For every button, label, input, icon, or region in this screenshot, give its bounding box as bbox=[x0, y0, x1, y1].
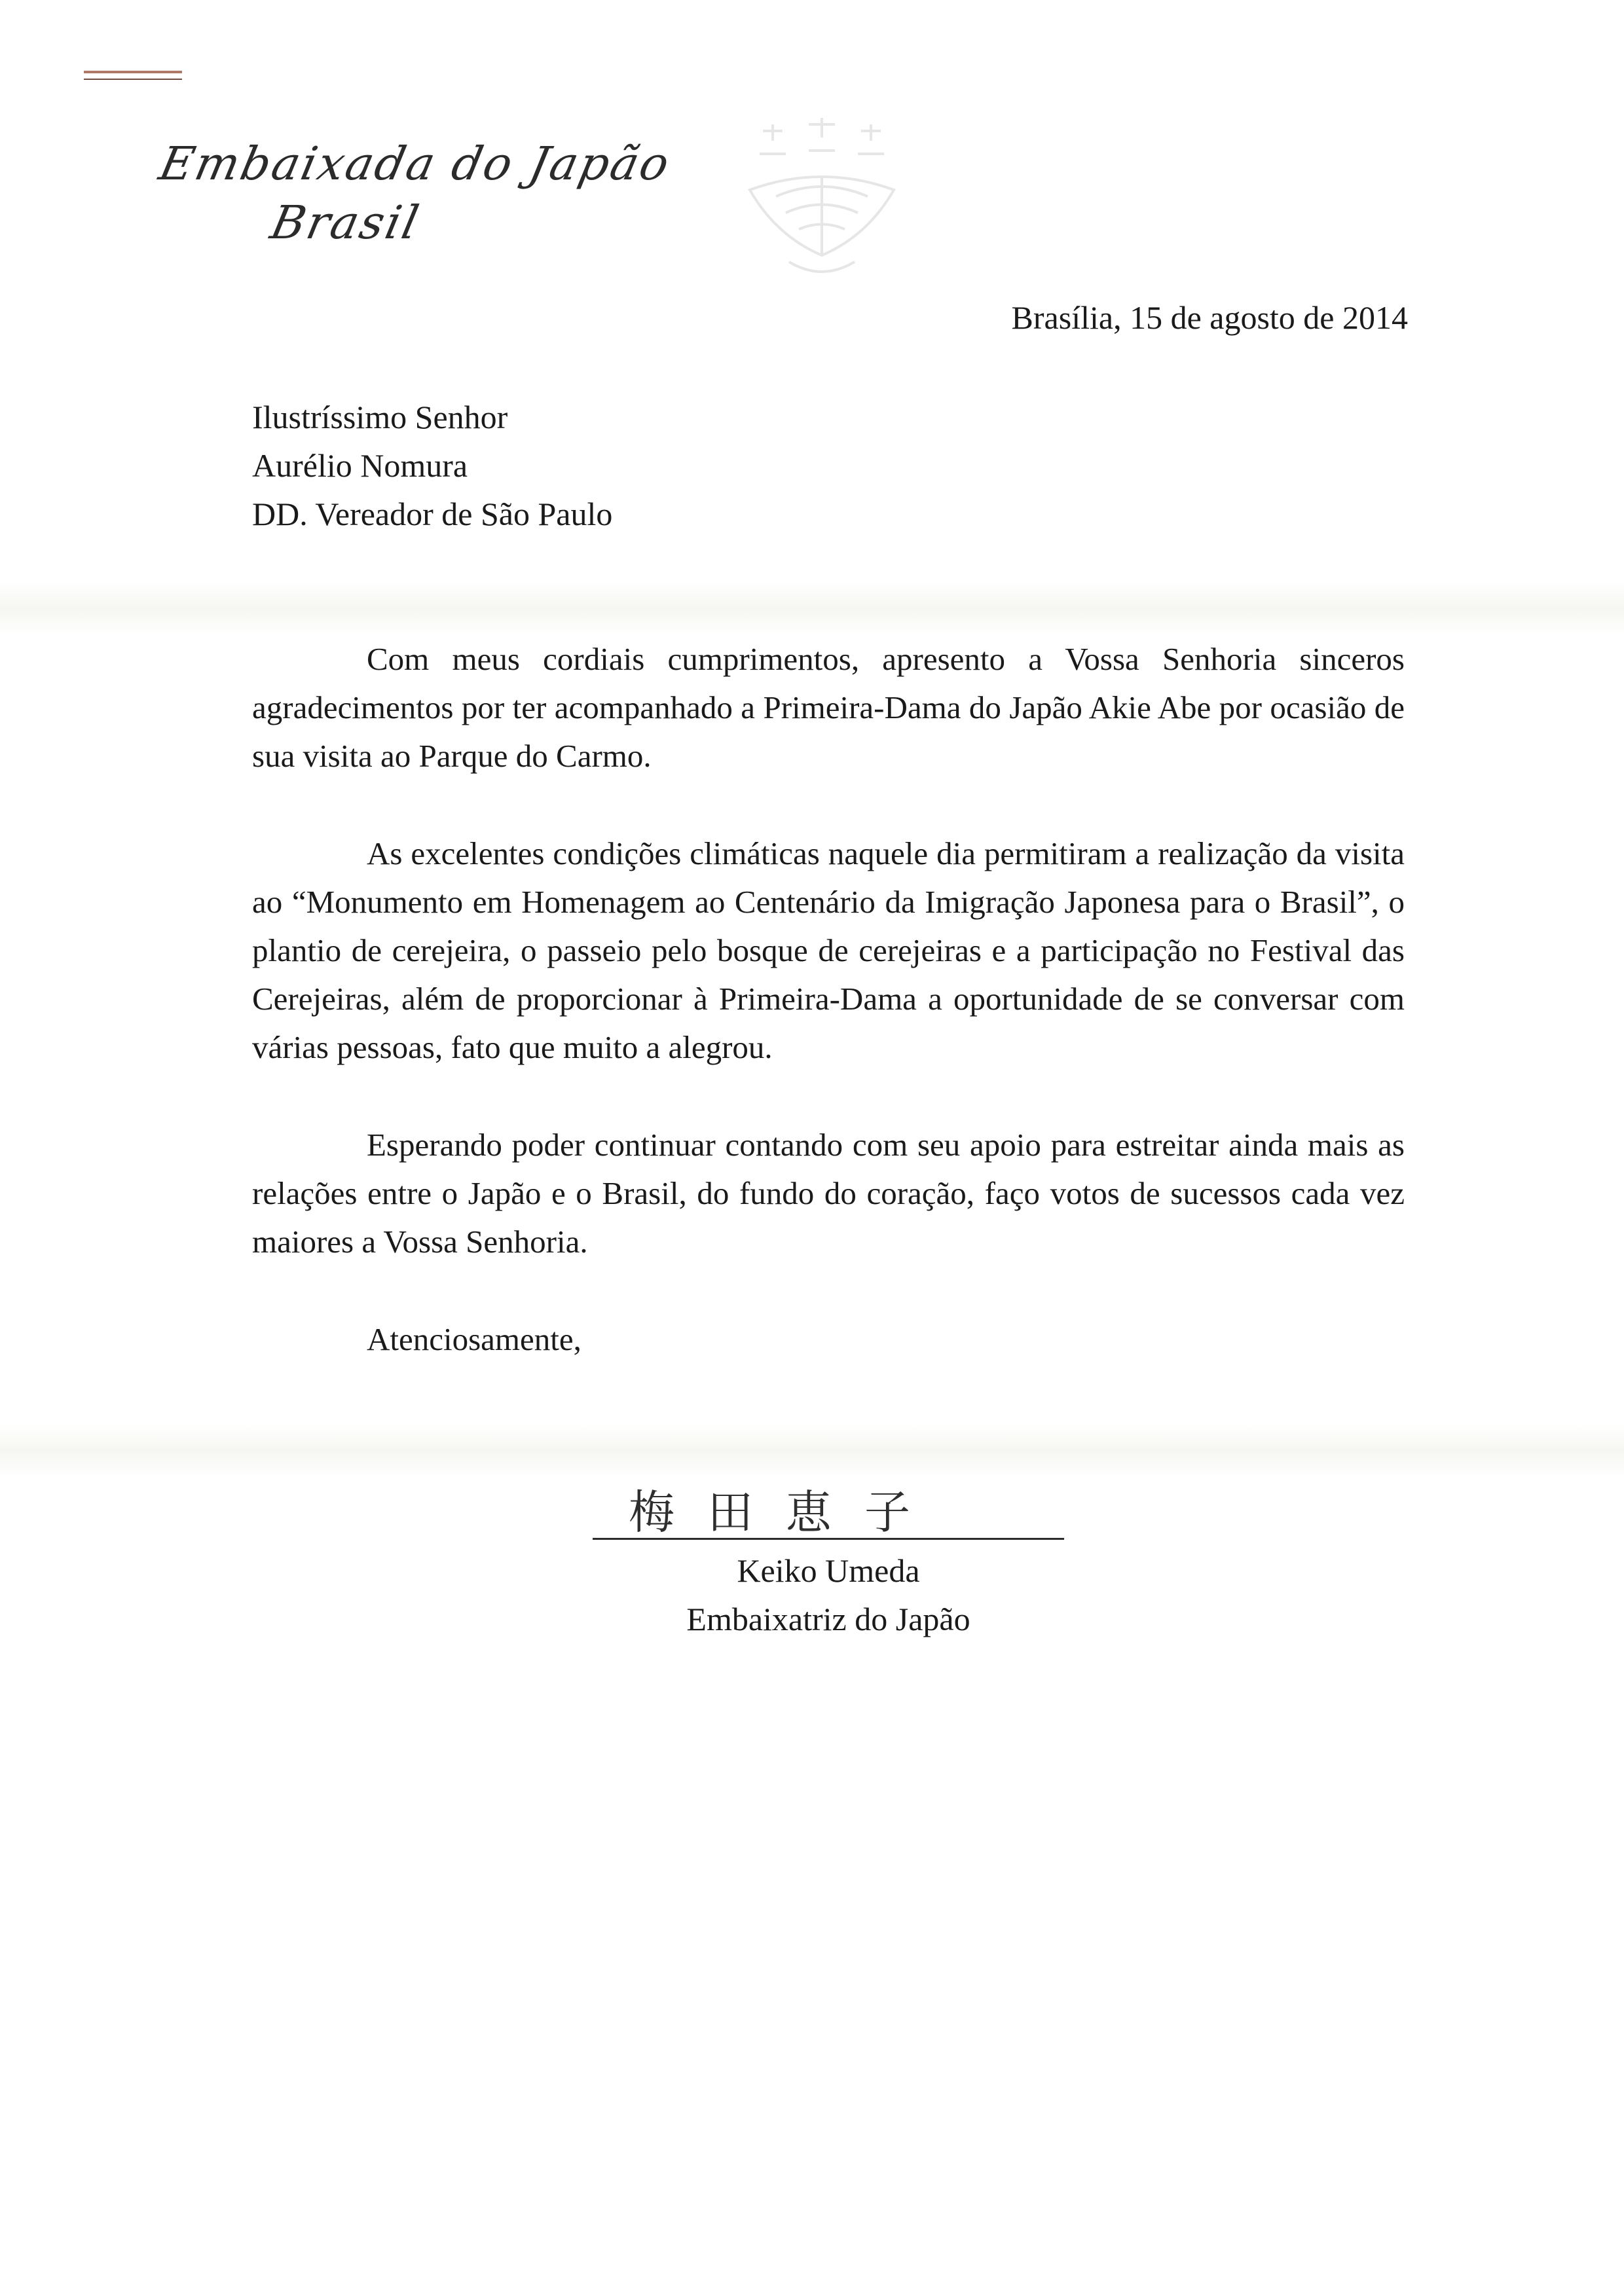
recipient-salutation: Ilustríssimo Senhor bbox=[252, 399, 508, 435]
paragraph-2: As excelentes condições climáticas naquele dia permitiram a realização da visita ao “Monumento em Homenagem ao Centenário da Imigração Japonesa para o Brasil”, o plantio de cerejeira, o passeio pelo bosque de cerejeiras e a participação no Festival das Cerejeiras, além de proporcionar à Primeira-Dama a oportunidade de se conversar com várias pessoas, fato que muito a alegrou. bbox=[252, 835, 1405, 1065]
paper-texture-band bbox=[0, 1424, 1624, 1476]
recipient-name: Aurélio Nomura bbox=[252, 447, 468, 484]
letterhead-country: Brasil bbox=[266, 196, 426, 249]
signature-block bbox=[593, 1483, 1064, 1643]
staple-mark bbox=[84, 71, 182, 80]
paper-texture-band bbox=[0, 583, 1624, 635]
paulownia-emblem-icon bbox=[724, 92, 920, 288]
signer-title: Embaixatriz do Japão bbox=[686, 1601, 970, 1637]
letter-date: Brasília, 15 de agosto de 2014 bbox=[1011, 299, 1408, 336]
handwritten-signature: 梅田恵子 bbox=[629, 1485, 943, 1539]
letterhead-embassy: Embaixada do Japão bbox=[155, 137, 676, 191]
letterhead bbox=[155, 134, 676, 252]
letter-body bbox=[252, 635, 1405, 1364]
recipient-title: DD. Vereador de São Paulo bbox=[252, 496, 613, 532]
signer-name: Keiko Umeda bbox=[737, 1552, 920, 1589]
closing-phrase: Atenciosamente, bbox=[367, 1321, 581, 1357]
recipient-block bbox=[252, 393, 612, 538]
paragraph-1: Com meus cordiais cumprimentos, apresento a Vossa Senhoria sinceros agradecimentos por ter acompanhado a Primeira-Dama do Japão Akie Abe por ocasião de sua visita ao Parque do Carmo. bbox=[252, 641, 1405, 774]
paragraph-3: Esperando poder continuar contando com seu apoio para estreitar ainda mais as relações entre o Japão e o Brasil, do fundo do coração, faço votos de sucessos cada vez maiores a Vossa Senhoria. bbox=[252, 1127, 1405, 1260]
